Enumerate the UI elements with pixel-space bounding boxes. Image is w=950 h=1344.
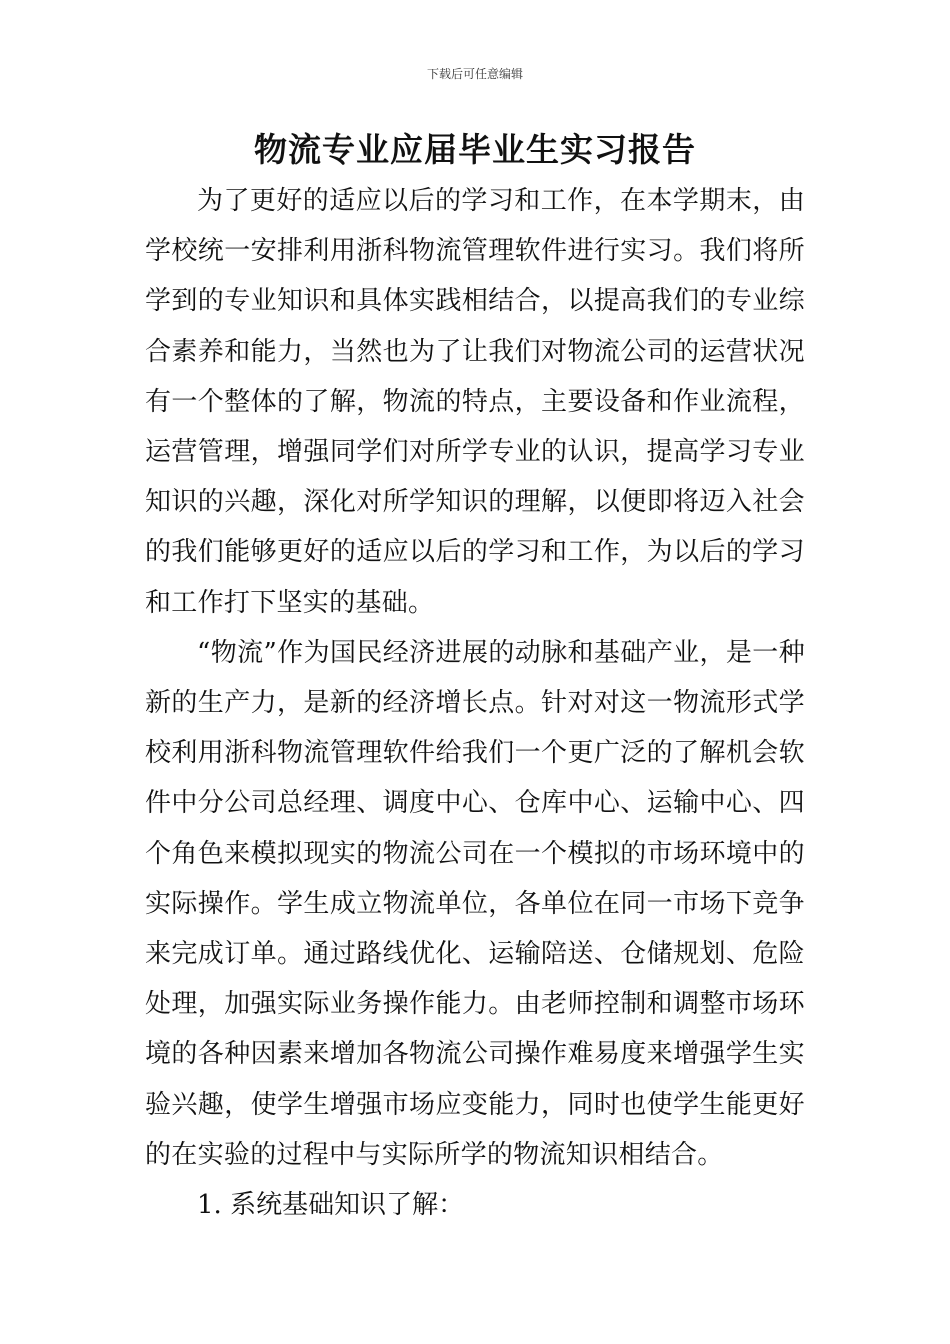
document-body (145, 176, 805, 1230)
header-note: 下载后可任意编辑 (426, 67, 523, 81)
document-title: 物流专业应届毕业生实习报告 (254, 130, 696, 169)
section-heading: 1. 系统基础知识了解： (197, 1190, 465, 1221)
paragraph-intro: 为了更好的适应以后的学习和工作，在本学期末，由学校统一安排利用浙科物流管理软件进行实习。我们将所学到的专业知识和具体实践相结合，以提高我们的专业综合素养和能力，当然也为了让我们对物流公司的运营状况有一个整体的了解，物流的特点，主要设备和作业流程，运营管理，增强同学们对所学专业的认识，提高学习专业知识的兴趣，深化对所学知识的理解，以便即将迈入社会的我们能够更好的适应以后的学习和工作，为以后的学习和工作打下坚实的基础。 (145, 186, 805, 618)
paragraph-logistics: “物流”作为国民经济进展的动脉和基础产业，是一种新的生产力，是新的经济增长点。针对对这一物流形式学校利用浙科物流管理软件给我们一个更广泛的了解机会软件中分公司总经理、调度中心、仓库中心、运输中心、四个角色来模拟现实的物流公司在一个模拟的市场环境中的实际操作。学生成立物流单位，各单位在同一市场下竞争来完成订单。通过路线优化、运输陪送、仓储规划、危险处理，加强实际业务操作能力。由老师控制和调整市场环境的各种因素来增加各物流公司操作难易度来增强学生实验兴趣，使学生增强市场应变能力，同时也使学生能更好的在实验的过程中与实际所学的物流知识相结合。 (145, 637, 805, 1170)
